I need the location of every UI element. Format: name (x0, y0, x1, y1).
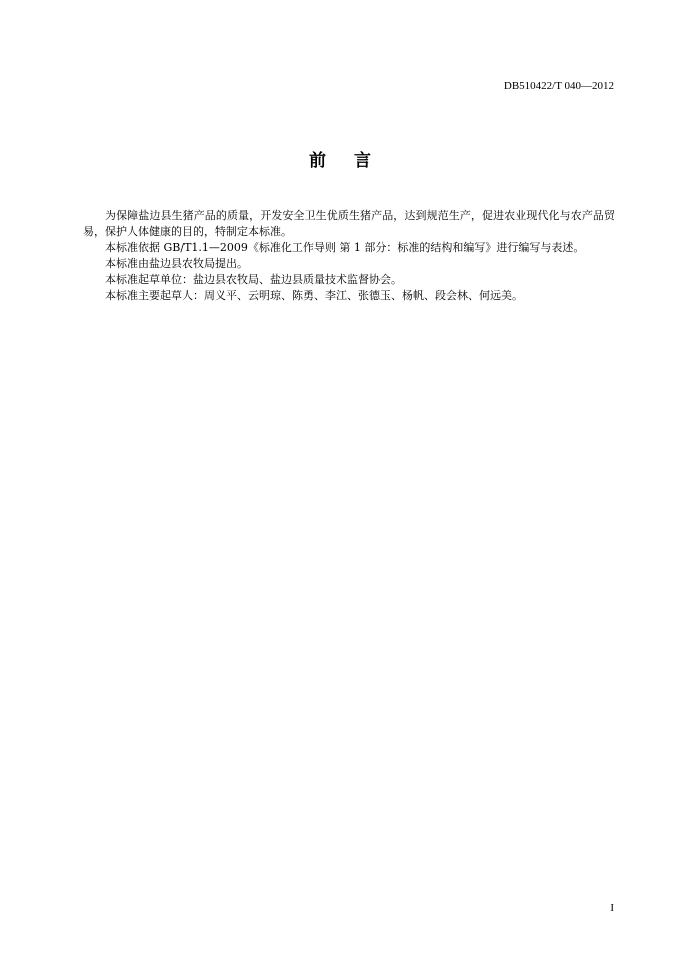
foreword-body (83, 208, 615, 304)
paragraph-purpose: 为保障盐边县生猪产品的质量，开发安全卫生优质生猪产品，达到规范生产，促进农业现代化与农产品贸易，保护人体健康的目的，特制定本标准。 (83, 209, 615, 238)
paragraph-drafters: 本标准主要起草人：周义平、云明琼、陈勇、李江、张德玉、杨帆、段会林、何远美。 (105, 289, 523, 302)
paragraph-proposer: 本标准由盐边县农牧局提出。 (105, 257, 248, 270)
paragraph-basis: 本标准依据 GB/T1.1—2009《标准化工作导则 第 1 部分：标准的结构和编写》进行编写与表述。 (105, 241, 585, 254)
document-id: DB510422/T 040—2012 (503, 80, 614, 92)
paragraph-drafting-unit: 本标准起草单位：盐边县农牧局、盐边县质量技术监督协会。 (105, 273, 402, 286)
page-number: I (610, 902, 614, 914)
page-title: 前言 (309, 151, 399, 171)
